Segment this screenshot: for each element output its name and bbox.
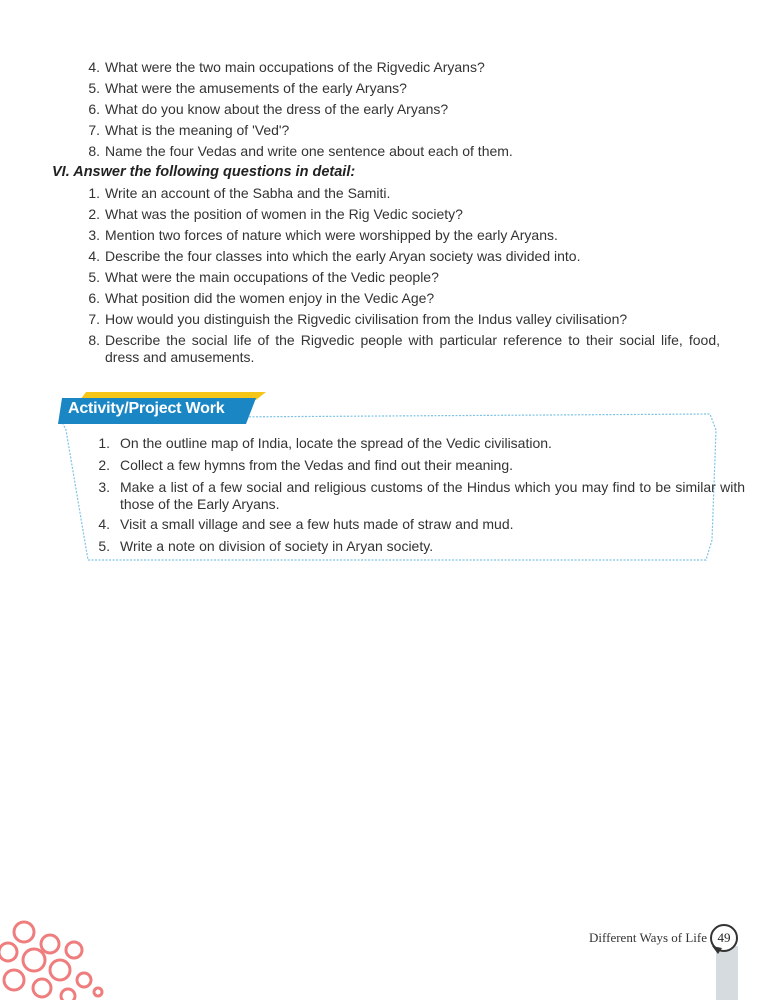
item-number: 1. xyxy=(88,185,100,201)
decorative-circles-icon xyxy=(0,918,110,1000)
activity-title: Activity/Project Work xyxy=(68,400,225,417)
item-text: What were the two main occupations of the Rigvedic Aryans? xyxy=(105,59,485,75)
item-number: 5. xyxy=(88,80,100,96)
item-number: 8. xyxy=(88,332,100,348)
item-text: Collect a few hymns from the Vedas and find out their meaning. xyxy=(120,457,513,473)
item-text: On the outline map of India, locate the spread of the Vedic civilisation. xyxy=(120,435,552,451)
item-number: 4. xyxy=(88,248,100,264)
item-number: 6. xyxy=(88,290,100,306)
item-text: What position did the women enjoy in the Vedic Age? xyxy=(105,290,435,306)
item-text: Mention two forces of nature which were worshipped by the early Aryans. xyxy=(105,227,558,243)
item-number: 3. xyxy=(88,227,100,243)
item-text: Visit a small village and see a few huts made of straw and mud. xyxy=(120,516,514,532)
item-number: 2. xyxy=(98,457,110,473)
item-text: Make a list of a few social and religious customs of the Hindus which you may find to be similar with those of the Early Aryans. xyxy=(120,479,745,512)
item-text: Describe the social life of the Rigvedic people with particular reference to their social life, food, dress and amusements. xyxy=(105,332,720,365)
item-text: What do you know about the dress of the early Aryans? xyxy=(105,101,449,117)
item-number: 7. xyxy=(88,311,100,327)
item-text: What were the main occupations of the Vedic people? xyxy=(105,269,439,285)
item-number: 5. xyxy=(88,269,100,285)
item-number: 8. xyxy=(88,143,100,159)
item-number: 4. xyxy=(98,516,110,532)
item-text: What were the amusements of the early Aryans? xyxy=(105,80,407,96)
item-text: Write a note on division of society in Aryan society. xyxy=(120,538,434,554)
activity-box xyxy=(56,390,745,565)
item-number: 3. xyxy=(98,479,110,495)
item-number: 4. xyxy=(88,59,100,75)
chapter-title: Different Ways of Life xyxy=(589,930,707,945)
item-number: 6. xyxy=(88,101,100,117)
item-text: How would you distinguish the Rigvedic civilisation from the Indus valley civilisation? xyxy=(105,311,628,327)
item-number: 1. xyxy=(98,435,110,451)
item-text: Write an account of the Sabha and the Samiti. xyxy=(105,185,391,201)
item-number: 7. xyxy=(88,122,100,138)
item-number: 5. xyxy=(98,538,110,554)
item-number: 2. xyxy=(88,206,100,222)
item-text: What was the position of women in the Rig Vedic society? xyxy=(105,206,463,222)
item-text: What is the meaning of 'Ved'? xyxy=(105,122,290,138)
page-number: 49 xyxy=(717,930,731,945)
item-text: Name the four Vedas and write one sentence about each of them. xyxy=(105,143,513,159)
section-heading: VI. Answer the following questions in detail: xyxy=(52,164,356,180)
item-text: Describe the four classes into which the early Aryan society was divided into. xyxy=(105,248,581,264)
